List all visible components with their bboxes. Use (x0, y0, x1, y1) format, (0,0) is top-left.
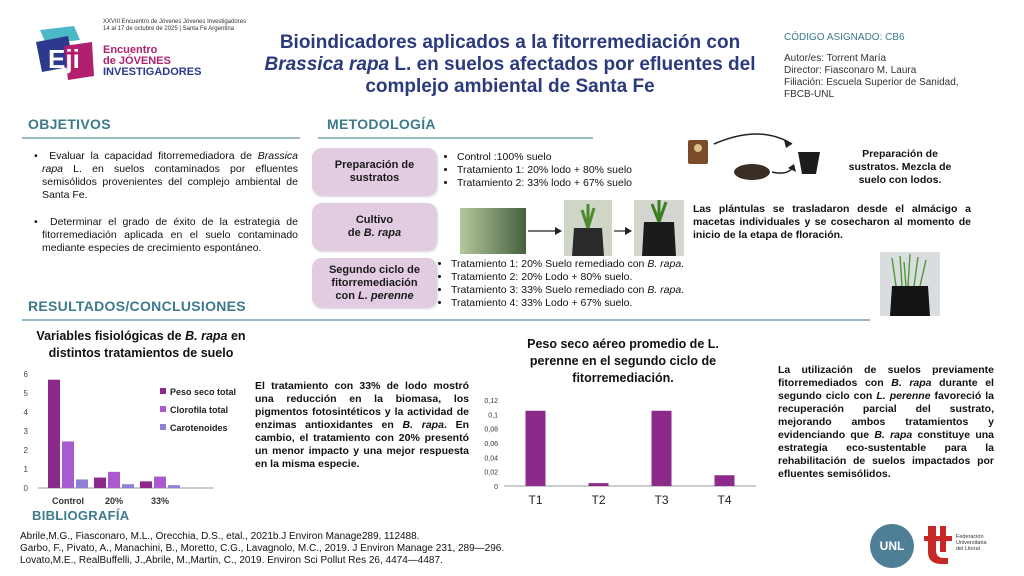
y-tick-label: 3 (23, 427, 28, 436)
ref-2: Garbo, F., Pivato, A., Manachini, B., Moretto, C.G., Lavagnolo, M.C., 2019. J Environ Manage 231, 289—296. (20, 543, 505, 554)
poster-title (240, 32, 780, 98)
pill-preparacion (312, 148, 437, 196)
bar (652, 411, 672, 486)
chart2-title-text: Peso seco aéreo promedio de L. perenne en el segundo ciclo de fitorremediación. (527, 337, 719, 385)
objetivos-list (28, 150, 298, 255)
y-tick-label: 5 (23, 389, 28, 398)
objetivos-rule (22, 137, 300, 139)
ful-line-1: Federación (956, 534, 984, 540)
bar (526, 411, 546, 486)
pill-cultivo-species: B. rapa (363, 227, 402, 239)
resultados-heading: RESULTADOS/CONCLUSIONES (28, 298, 246, 314)
objetivo-2-text: Determinar el grado de éxito de la estrategia de fitorremediación aplicada en el suelo contaminado mediante especies de crecimiento espontáneo. (42, 216, 298, 254)
title-line-2 (240, 54, 780, 76)
x-tick-label: T3 (654, 493, 669, 507)
chart1-title-pre: Variables fisiológicas de (36, 329, 186, 343)
sustratos-list (443, 151, 707, 190)
y-tick-label: 0,06 (484, 441, 498, 448)
pill-segundo-line1: Segundo ciclo de fitorremediación (328, 263, 421, 289)
pill-cultivo-pre: de (347, 227, 364, 239)
title-line-1: Bioindicadores aplicados a la fitorremediación con (279, 32, 741, 53)
ful-line-3: del Litoral (956, 546, 980, 552)
bibliografia-heading: BIBLIOGRAFÍA (32, 508, 130, 523)
y-tick-label: 6 (23, 370, 28, 379)
chart2-title (518, 336, 728, 387)
x-tick-label: T2 (591, 493, 606, 507)
event-line-1: XXVIII Encuentro de Jóvenes Jóvenes Investigadores (103, 19, 247, 25)
seedling-photos (460, 198, 690, 258)
legend-swatch (160, 424, 166, 430)
pill-cultivo (312, 203, 437, 251)
y-tick-label: 4 (23, 408, 28, 417)
chart1-title-species: B. rapa (185, 329, 228, 343)
bar (76, 479, 88, 488)
affiliation-2: FBCB-UNL (784, 89, 835, 100)
event-line-2: 14 al 17 de octubre de 2025 | Santa Fe Argentina (103, 26, 234, 32)
ref-3: Lovato,M.E., RealBuffelli, J.,Abrile, M.,Martin, C., 2019. Environ Sci Pollut Res 26, 4474—4487. (20, 555, 443, 566)
bar (168, 485, 180, 488)
segundo-ciclo-list (437, 258, 791, 310)
chart1-title-post: en distintos tratamientos de suelo (48, 329, 246, 360)
pill-cultivo-line1: Cultivo (355, 214, 394, 226)
tratamiento-item: • Tratamiento 2: 20% Lodo + 80% suelo. (451, 271, 791, 284)
plantulas-text: Las plántulas se trasladaron desde el almácigo a macetas individuales y se cosecharon al momento de inicio de la etapa de floración. (693, 203, 971, 241)
chart-peso-seco-perenne (474, 394, 764, 512)
bar (48, 380, 60, 488)
chart-variables-fisiologicas (14, 366, 258, 512)
eji-logo (34, 26, 96, 82)
conclusion-text: La utilización de suelos previamente fitorremediados con B. rapa durante el segundo ciclo con L. perenne favoreció la recuperación parcial del sustrato, mejorando ambos tratamientos y evidenciando que B. rapa constituye una estrategia eco-sustentable para la rehabilitación de suelos impactados por efluentes semisólidos. (778, 364, 994, 480)
resultados-text: El tratamiento con 33% de lodo mostró una reducción en la biomasa, los pigmentos fotosintéticos y la actividad de enzimas antioxidantes en B. rapa. En cambio, el tratamiento con 20% presentó un menor impacto y una mejor respuesta en la misma especie. (255, 380, 469, 470)
soil-prep-diagram (680, 128, 840, 190)
legend-swatch (160, 406, 166, 412)
bar (108, 472, 120, 488)
legend-label: Peso seco total (170, 387, 237, 397)
brand-line-2: de JÓVENES (103, 55, 171, 67)
x-tick-label: 20% (104, 496, 124, 506)
svg-text:Eji: Eji (48, 44, 80, 74)
ful-logo (924, 522, 1004, 566)
legend-label: Clorofila total (170, 405, 228, 415)
resultados-rule (22, 319, 870, 321)
bibliografia-list (20, 531, 620, 567)
title-line-3: complejo ambiental de Santa Fe (365, 76, 655, 97)
tratamiento-item: • Tratamiento 1: 20% Suelo remediado con B. rapa. (451, 258, 791, 271)
bar (62, 441, 74, 488)
y-tick-label: 0,04 (484, 455, 498, 463)
y-tick-label: 0 (23, 484, 28, 493)
unl-logo: UNL (870, 524, 914, 568)
prep-caption: Preparación de sustratos. Mezcla de suelo con lodos. (848, 148, 952, 186)
code-label: CÓDIGO ASIGNADO: CB6 (784, 32, 905, 43)
y-tick-label: 1 (23, 465, 28, 474)
pot-icon (798, 152, 820, 174)
authors: Autor/es: Torrent María (784, 53, 887, 64)
bar (122, 484, 134, 488)
legend-label: Carotenoides (170, 423, 228, 433)
ryegrass-photo (880, 252, 940, 316)
bar (154, 477, 166, 488)
y-tick-label: 2 (23, 446, 28, 455)
sustrato-item: • Tratamiento 2: 33% lodo + 67% suelo (457, 177, 707, 190)
tratamiento-item: • Tratamiento 3: 33% Suelo remediado con B. rapa. (451, 284, 791, 297)
sustrato-item: • Tratamiento 1: 20% lodo + 80% suelo (457, 164, 707, 177)
brand-line-1: Encuentro (103, 44, 158, 56)
x-tick-label: T4 (717, 493, 732, 507)
pill-segundo-species: L. perenne (358, 289, 414, 302)
y-tick-label: 0 (494, 484, 498, 491)
author-info (784, 32, 959, 101)
metodologia-heading: METODOLOGÍA (327, 116, 436, 132)
bar (589, 483, 609, 486)
pill-preparacion-label: Preparación de sustratos (334, 159, 415, 184)
chart1-title (18, 328, 264, 362)
x-tick-label: T1 (528, 493, 543, 507)
pill-segundo-pre: con (335, 289, 358, 302)
title-species: Brassica rapa (264, 54, 390, 75)
tratamiento-item: • Tratamiento 4: 33% Lodo + 67% suelo. (451, 297, 791, 310)
bar (94, 478, 106, 488)
title-line-2-rest: L. en suelos afectados por efluentes del (389, 54, 756, 75)
ful-text (956, 534, 987, 552)
metodologia-rule (318, 137, 593, 139)
objetivos-heading: OBJETIVOS (28, 116, 111, 132)
bar (715, 475, 735, 486)
bar (140, 481, 152, 488)
ref-1: Abrile,M.G., Fiasconaro, M.L., Orecchia, D.S., etal., 2021b.J Environ Manage289, 112488. (20, 531, 420, 542)
pill-segundo-line2 (335, 290, 413, 303)
x-tick-label: Control (52, 496, 84, 506)
objetivo-2: • Determinar el grado de éxito de la estrategia de fitorremediación aplicada en el suelo contaminado mediante especies de crecimiento espontáneo. (34, 216, 298, 254)
objetivo-1-species: Brassica rapa (42, 150, 298, 175)
y-tick-label: 0,02 (484, 469, 498, 477)
legend-swatch (160, 388, 166, 394)
pill-segundo-ciclo (312, 258, 437, 308)
director: Director: Fiasconaro M. Laura (784, 65, 917, 76)
objetivo-1: • Evaluar la capacidad fitorremediadora de Brassica rapa L. en suelos contaminados por efluentes semisólidos provenientes del complejo ambiental de Santa Fe. (34, 150, 298, 201)
brand-text (103, 45, 201, 78)
objetivo-1-pre: Evaluar la capacidad fitorremediadora de (49, 150, 258, 162)
soil-pile-icon (734, 164, 770, 180)
pill-cultivo-line2 (348, 227, 401, 240)
ful-line-2: Universitaria (956, 540, 987, 546)
affiliation-1: Filiación: Escuela Superior de Sanidad, (784, 77, 959, 88)
y-tick-label: 0,08 (484, 426, 498, 434)
brand-line-3: INVESTIGADORES (103, 66, 202, 78)
y-tick-label: 0,12 (484, 398, 498, 405)
objetivo-1-post: L. en suelos contaminados por efluentes semisólidos provenientes del complejo ambiental de Santa Fe. (42, 163, 298, 201)
sustrato-item: • Control :100% suelo (457, 151, 707, 164)
x-tick-label: 33% (150, 496, 170, 506)
y-tick-label: 0,1 (488, 412, 498, 420)
